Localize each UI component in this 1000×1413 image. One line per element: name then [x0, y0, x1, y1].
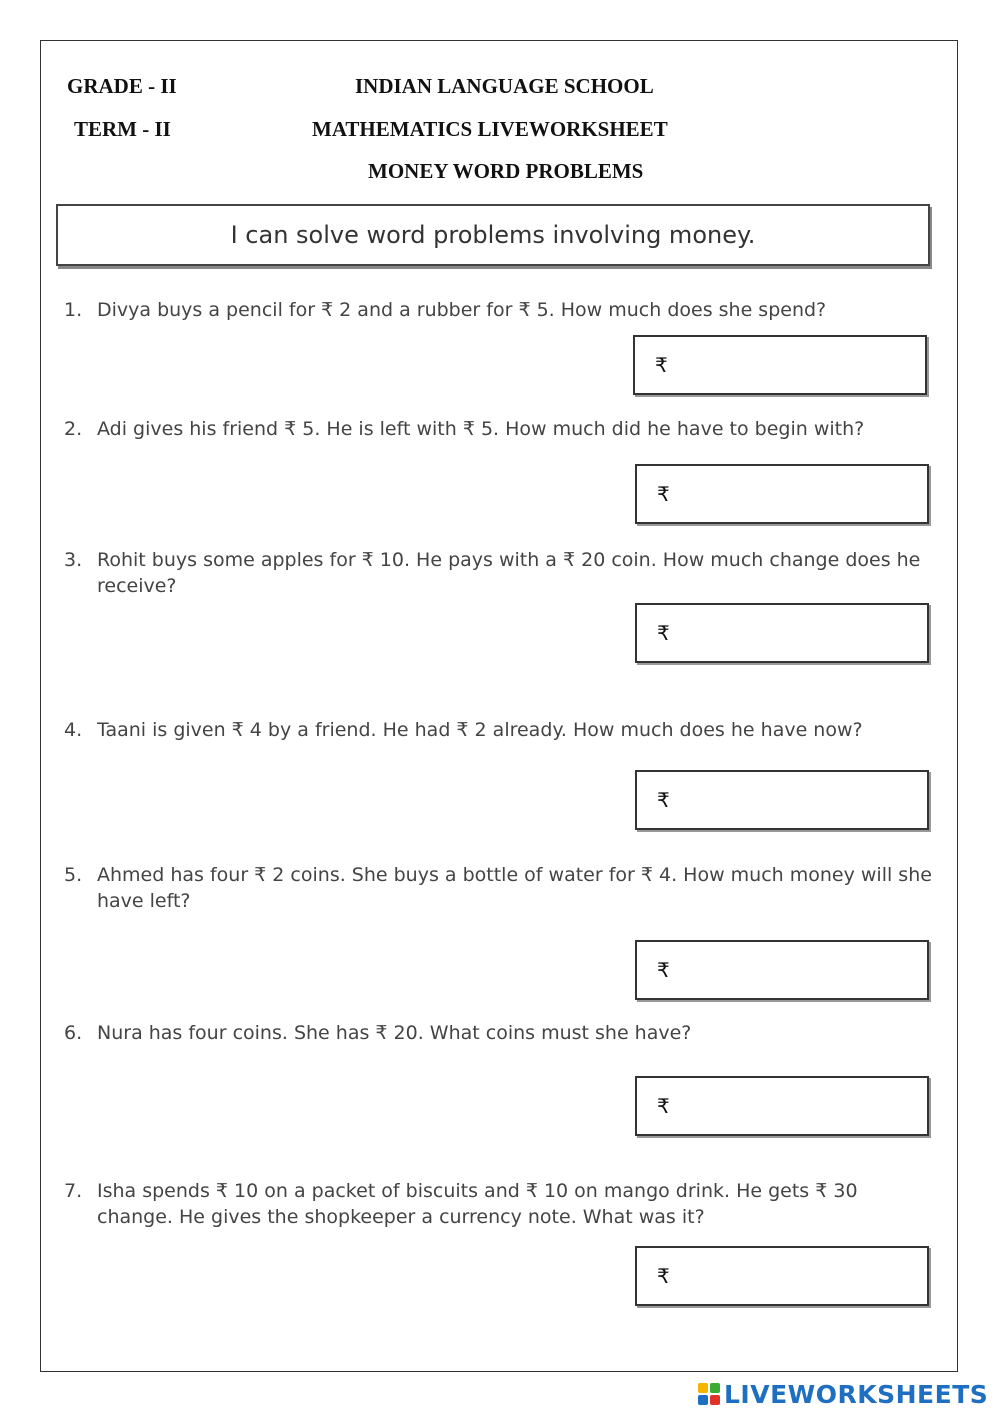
- term-label: TERM - II: [74, 117, 171, 141]
- question-1: [64, 297, 934, 323]
- answer-input-4[interactable]: [674, 779, 927, 821]
- answer-box-7[interactable]: [635, 1246, 929, 1306]
- question-text: Adi gives his friend ₹ 5. He is left with ₹ 5. How much did he have to begin with?: [97, 418, 865, 440]
- question-text: Nura has four coins. She has ₹ 20. What coins must she have?: [97, 1022, 692, 1044]
- question-5: [64, 862, 934, 914]
- rupee-symbol: ₹: [657, 958, 670, 982]
- question-text: Ahmed has four ₹ 2 coins. She buys a bottle of water for ₹ 4. How much money will she have left?: [97, 864, 932, 912]
- answer-box-2[interactable]: [635, 464, 929, 524]
- answer-input-5[interactable]: [674, 949, 927, 991]
- question-number: 6.: [64, 1022, 83, 1044]
- question-4: [64, 717, 934, 743]
- question-text: Isha spends ₹ 10 on a packet of biscuits and ₹ 10 on mango drink. He gets ₹ 30 change. He gives the shopkeeper a currency note. What was it?: [97, 1180, 858, 1228]
- school-name: INDIAN LANGUAGE SCHOOL: [355, 74, 654, 98]
- answer-box-5[interactable]: [635, 940, 929, 1000]
- worksheet-topic: MONEY WORD PROBLEMS: [368, 159, 644, 183]
- brand-name: LIVEWORKSHEETS: [724, 1379, 989, 1409]
- question-6: [64, 1020, 934, 1046]
- question-number: 5.: [64, 864, 83, 886]
- rupee-symbol: ₹: [657, 1264, 670, 1288]
- rupee-symbol: ₹: [655, 353, 668, 377]
- rupee-symbol: ₹: [657, 1094, 670, 1118]
- question-text: Rohit buys some apples for ₹ 10. He pays with a ₹ 20 coin. How much change does he receive?: [97, 549, 921, 597]
- question-7: [64, 1178, 934, 1230]
- question-number: 7.: [64, 1180, 83, 1202]
- question-number: 2.: [64, 418, 83, 440]
- learning-objective: I can solve word problems involving money.: [56, 204, 930, 266]
- rupee-symbol: ₹: [657, 621, 670, 645]
- answer-input-6[interactable]: [674, 1085, 927, 1127]
- question-number: 4.: [64, 719, 83, 741]
- grade-label: GRADE - II: [67, 74, 177, 98]
- question-text: Taani is given ₹ 4 by a friend. He had ₹ 2 already. How much does he have now?: [97, 719, 863, 741]
- rupee-symbol: ₹: [657, 482, 670, 506]
- question-number: 3.: [64, 549, 83, 571]
- rupee-symbol: ₹: [657, 788, 670, 812]
- question-text: Divya buys a pencil for ₹ 2 and a rubber for ₹ 5. How much does she spend?: [97, 299, 827, 321]
- answer-input-2[interactable]: [674, 473, 927, 515]
- answer-box-1[interactable]: [633, 335, 927, 395]
- answer-box-3[interactable]: [635, 603, 929, 663]
- worksheet-subject: MATHEMATICS LIVEWORKSHEET: [312, 117, 668, 141]
- question-2: [64, 416, 934, 442]
- answer-input-3[interactable]: [674, 612, 927, 654]
- question-3: [64, 547, 934, 599]
- answer-input-1[interactable]: [672, 344, 925, 386]
- liveworksheets-logo-icon: [698, 1383, 720, 1405]
- question-number: 1.: [64, 299, 83, 321]
- answer-box-6[interactable]: [635, 1076, 929, 1136]
- liveworksheets-brand[interactable]: [698, 1378, 988, 1410]
- answer-input-7[interactable]: [674, 1255, 927, 1297]
- answer-box-4[interactable]: [635, 770, 929, 830]
